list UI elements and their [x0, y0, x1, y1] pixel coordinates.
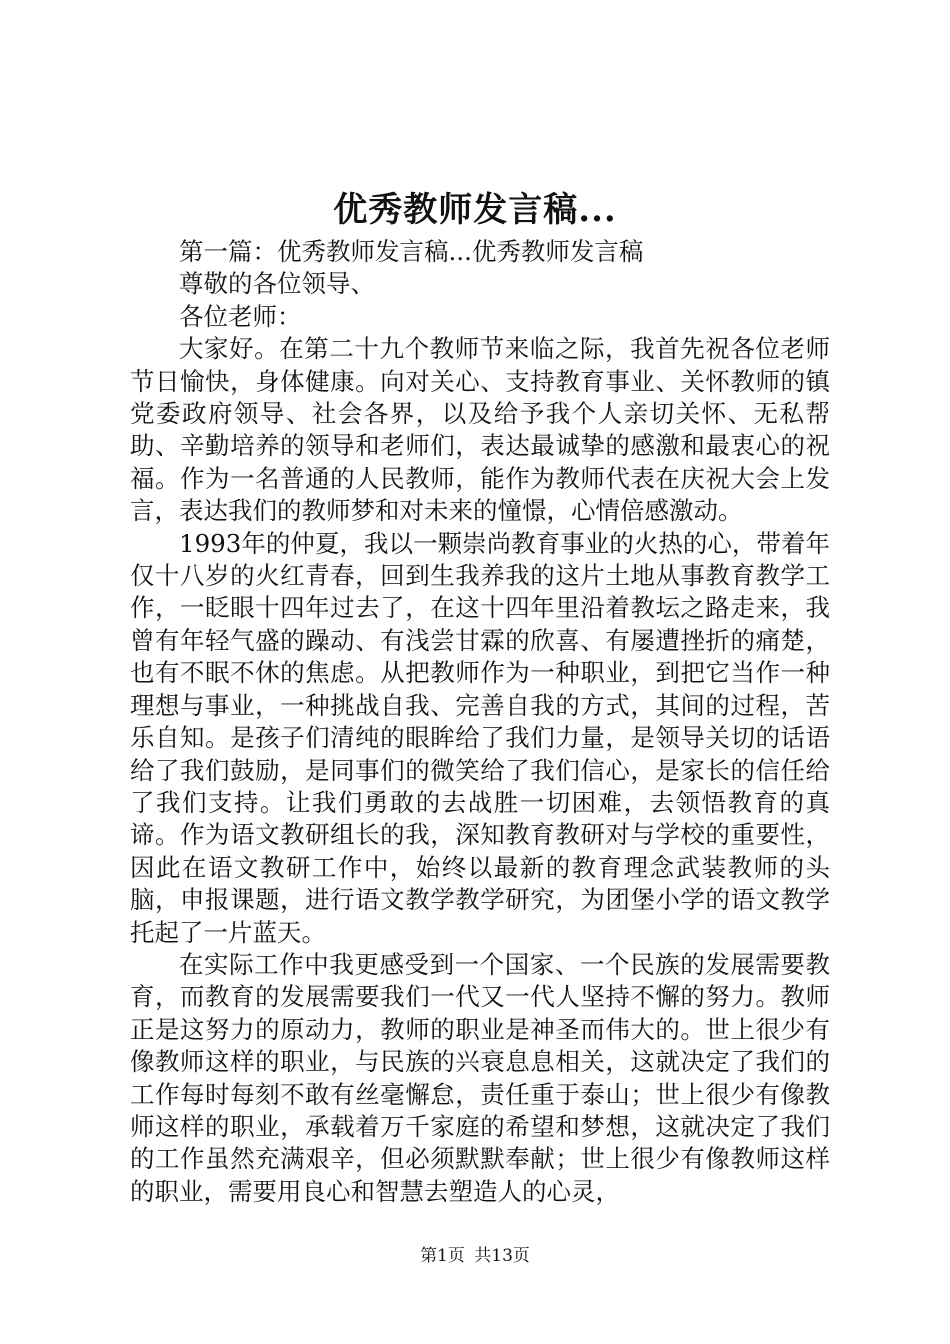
salutation-teachers: 各位老师： [179, 301, 302, 331]
document-title: 优秀教师发言稿... [333, 190, 617, 230]
salutation-leaders: 尊敬的各位领导、 [179, 269, 375, 299]
document-body [130, 236, 830, 1208]
page-footer [0, 1244, 950, 1268]
paragraph-career: 1993年的仲夏，我以一颗崇尚教育事业的火热的心，带着年仅十八岁的火红青春，回到生我养我的这片土地从事教育教学工作，一眨眼十四年过去了，在这十四年里沿着教坛之路走来，我曾有年轻气盛的躁动、有浅尝甘霖的欣喜、有屡遭挫折的痛楚，也有不眠不休的焦虑。从把教师作为一种职业，到把它当作一种理想与事业，一种挑战自我、完善自我的方式，其间的过程，苦乐自知。是孩子们清纯的眼眸给了我们力量，是领导关切的话语给了我们鼓励，是同事们的微笑给了我们信心，是家长的信任给了我们支持。让我们勇敢的去战胜一切困难，去领悟教育的真谛。作为语文教研组长的我，深知教育教研对与学校的重要性，因此在语文教研工作中，始终以最新的教育理念武装教师的头脑，申报课题，进行语文教学教学研究，为团堡小学的语文教学托起了一片蓝天。 [130, 528, 830, 947]
paragraph-greeting: 大家好。在第二十九个教师节来临之际，我首先祝各位老师节日愉快，身体健康。向对关心、支持教育事业、关怀教师的镇党委政府领导、社会各界，以及给予我个人亲切关怀、无私帮助、辛勤培养的领导和老师们，表达最诚挚的感激和最衷心的祝福。作为一名普通的人民教师，能作为教师代表在庆祝大会上发言，表达我们的教师梦和对未来的憧憬，心情倍感激动。 [130, 334, 830, 526]
paragraph-profession: 在实际工作中我更感受到一个国家、一个民族的发展需要教育，而教育的发展需要我们一代又一代人坚持不懈的努力。教师正是这努力的原动力，教师的职业是神圣而伟大的。世上很少有像教师这样的职业，与民族的兴衰息息相关，这就决定了我们的工作每时每刻不敢有丝毫懈怠，责任重于泰山；世上很少有像教师这样的职业，承载着万千家庭的希望和梦想，这就决定了我们的工作虽然充满艰辛，但必须默默奉献；世上很少有像教师这样的职业，需要用良心和智慧去塑造人的心灵， [130, 949, 830, 1206]
page-total: 共13页 [474, 1246, 530, 1266]
page-number: 第1页 [420, 1246, 465, 1266]
section-heading: 第一篇：优秀教师发言稿...优秀教师发言稿 [179, 237, 644, 266]
